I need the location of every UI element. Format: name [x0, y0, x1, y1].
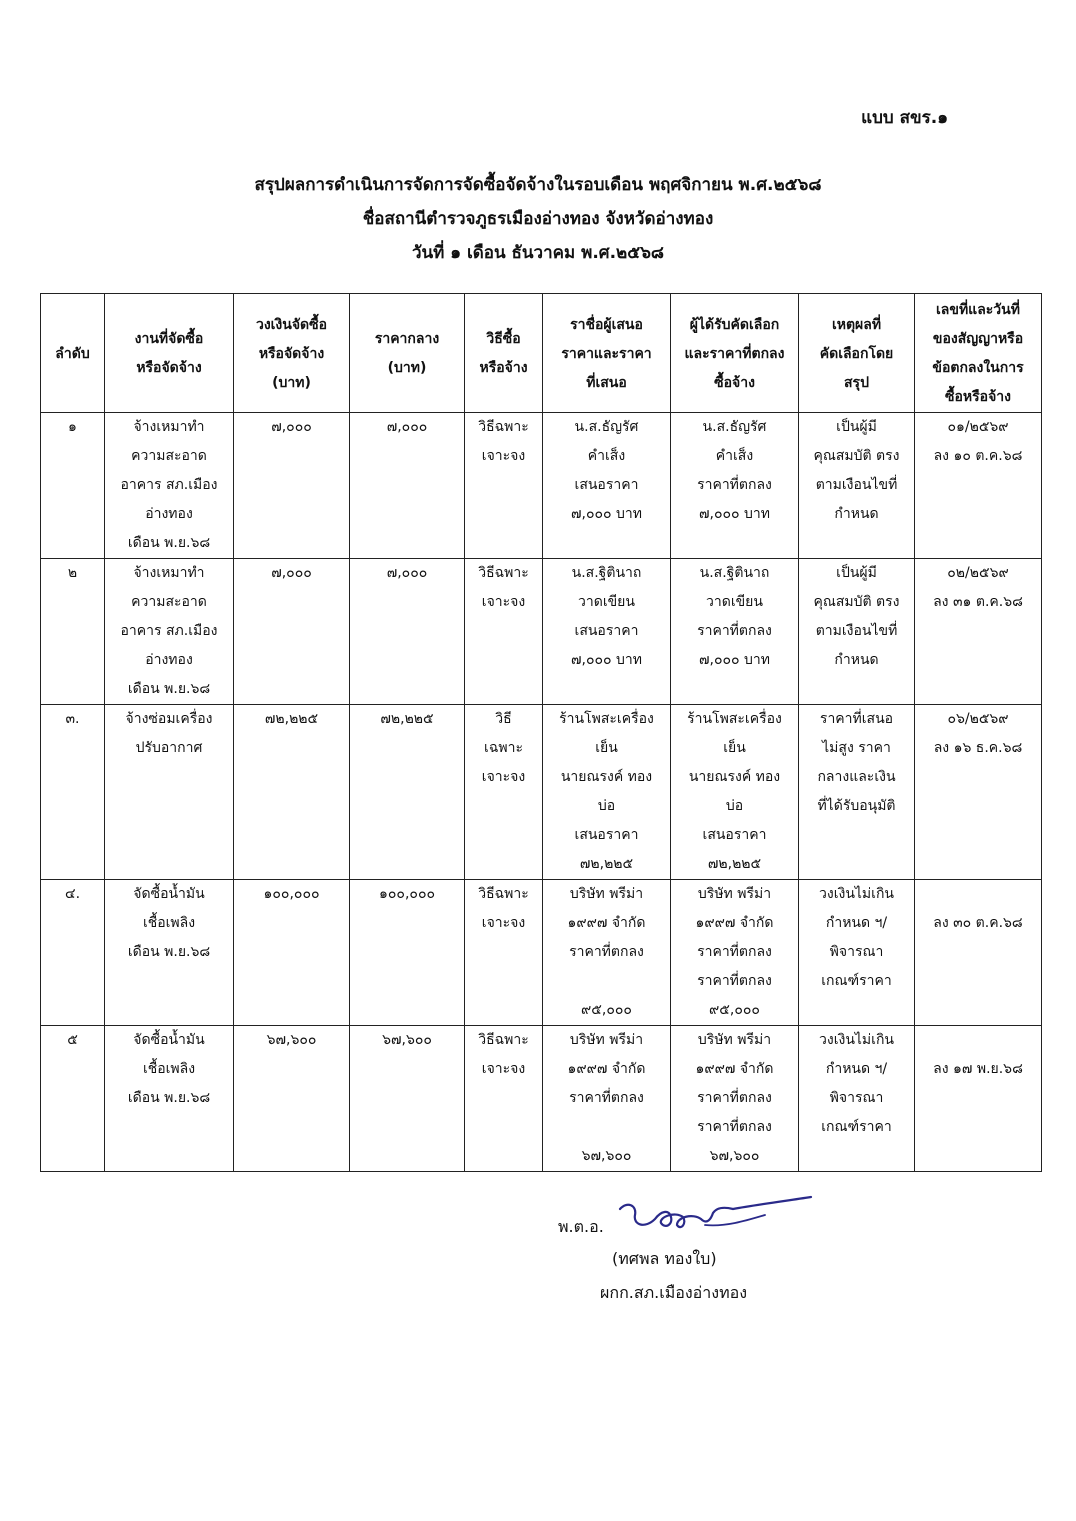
cell-line: ตามเงือนไขที่: [815, 623, 898, 639]
cell-line: ลง ๑๐ ต.ค.๖๘: [933, 448, 1023, 464]
cell-line: ๐๑/๒๕๖๙: [947, 419, 1009, 435]
column-header: [543, 294, 671, 413]
cell-line: ๙๕,๐๐๐: [709, 1002, 760, 1018]
column-header-line: ข้อตกลงในการ: [932, 360, 1024, 376]
cell-line: ๗,๐๐๐: [386, 565, 428, 581]
document-title-block: [0, 168, 1076, 270]
column-header: [234, 294, 350, 413]
cell-line: ราคาที่ตกลง: [697, 623, 772, 639]
row-number-cell: [41, 1026, 105, 1172]
cell-line: วาดเขียน: [578, 594, 635, 610]
cell-line: ๑๙๙๗ จำกัด: [567, 1061, 646, 1077]
bidder-cell: [543, 413, 671, 559]
table-row: [41, 413, 1042, 559]
cell-line: เชื้อเพลิง: [142, 915, 196, 931]
cell-line: ไม่สูง ราคา: [822, 740, 891, 756]
cell-line: กลางและเงิน: [817, 769, 896, 785]
cell-line: เกณฑ์ราคา: [821, 973, 892, 989]
budget-cell: [234, 705, 350, 880]
median-price-cell: [350, 413, 465, 559]
table-row: [41, 559, 1042, 705]
cell-line: ๗,๐๐๐ บาท: [570, 506, 643, 522]
median-price-cell: [350, 559, 465, 705]
procurement-method-cell: [465, 705, 543, 880]
cell-line: ที่ได้รับอนุมัติ: [817, 798, 896, 814]
cell-line: ๑๐๐,๐๐๐: [378, 886, 436, 902]
cell-line: อาคาร สภ.เมือง: [120, 623, 218, 639]
row-number-cell: [41, 413, 105, 559]
cell-line: เย็น: [723, 740, 746, 756]
column-header-line: ราคากลาง: [374, 331, 440, 347]
cell-line: เดือน พ.ย.๖๘: [127, 1090, 211, 1106]
cell-line: ๙๕,๐๐๐: [581, 1002, 632, 1018]
cell-line: บริษัท พรีม่า: [697, 886, 772, 902]
column-header: [915, 294, 1042, 413]
selection-reason-cell: [799, 1026, 915, 1172]
cell-line: ราคาที่ตกลง: [569, 944, 644, 960]
cell-line: ลง ๓๑ ต.ค.๖๘: [933, 594, 1023, 610]
cell-line: บริษัท พรีม่า: [697, 1032, 772, 1048]
column-header-line: คัดเลือกโดย: [819, 345, 894, 362]
work-description-cell: [105, 880, 234, 1026]
column-header-line: ผู้ได้รับคัดเลือก: [689, 316, 780, 333]
cell-line: บ่อ: [725, 798, 744, 814]
cell-line: ๑๐๐,๐๐๐: [263, 886, 320, 902]
row-number-cell: [41, 559, 105, 705]
column-header-line: หรือจ้าง: [479, 360, 528, 376]
cell-line: เชื้อเพลิง: [142, 1061, 196, 1077]
cell-line: ๖๗,๖๐๐: [266, 1032, 317, 1048]
cell-line: กำหนด: [834, 506, 879, 522]
table-header-row: [41, 294, 1042, 413]
cell-line: ๑๙๙๗ จำกัด: [567, 915, 646, 931]
cell-line: ความสะอาด: [131, 594, 207, 610]
cell-line: เจาะจง: [481, 769, 526, 785]
cell-line: ๗,๐๐๐ บาท: [698, 506, 771, 522]
cell-line: จ้างเหมาทำ: [133, 419, 205, 435]
column-header: [350, 294, 465, 413]
cell-line: เป็นผู้มี: [836, 565, 877, 581]
station-name: ชื่อสถานีตำรวจภูธรเมืองอ่างทอง จังหวัดอ่างทอง: [362, 209, 714, 229]
cell-line: ๗๒,๒๒๕: [707, 856, 762, 872]
cell-line: เย็น: [595, 740, 618, 756]
cell-line: คำเส็ง: [715, 448, 754, 464]
cell-line: ๗๒,๒๒๕: [380, 711, 434, 727]
cell-line: จัดซื้อน้ำมัน: [133, 886, 205, 902]
column-header-line: วงเงินจัดซื้อ: [255, 316, 328, 333]
cell-line: พิจารณา: [829, 1090, 884, 1106]
contract-cell: [915, 1026, 1042, 1172]
cell-line: เดือน พ.ย.๖๘: [127, 681, 211, 697]
cell-line: ราคาที่ตกลง: [697, 1090, 772, 1106]
column-header: [465, 294, 543, 413]
table-row: [41, 1026, 1042, 1172]
selection-reason-cell: [799, 705, 915, 880]
form-code: แบบ สขร.๑: [861, 108, 948, 128]
cell-line: ๑: [68, 419, 77, 435]
cell-line: ๗๒,๒๒๕: [264, 711, 319, 727]
cell-line: เจาะจง: [481, 1061, 526, 1077]
column-header-line: ของสัญญาหรือ: [932, 331, 1024, 347]
signer-rank: พ.ต.อ.: [558, 1217, 604, 1236]
cell-line: เดือน พ.ย.๖๘: [127, 535, 211, 551]
cell-line: ลง ๓๐ ต.ค.๖๘: [933, 915, 1023, 931]
median-price-cell: [350, 880, 465, 1026]
cell-line: ๗๒,๒๒๕: [579, 856, 634, 872]
cell-line: [918, 1026, 1038, 1055]
cell-line: คำเส็ง: [587, 448, 626, 464]
cell-line: เจาะจง: [481, 594, 526, 610]
cell-line: ๐๒/๒๕๖๙: [947, 565, 1009, 581]
work-description-cell: [105, 1026, 234, 1172]
contract-cell: [915, 880, 1042, 1026]
cell-line: ๒: [67, 565, 78, 581]
cell-line: จ้างเหมาทำ: [133, 565, 205, 581]
cell-line: เกณฑ์ราคา: [821, 1119, 892, 1135]
cell-line: เป็นผู้มี: [836, 419, 877, 435]
cell-line: บ่อ: [597, 798, 616, 814]
cell-line: [546, 967, 667, 996]
cell-line: ราคาที่เสนอ: [819, 711, 894, 727]
cell-line: ๔.: [64, 886, 81, 902]
cell-line: ๓.: [65, 711, 80, 727]
cell-line: จัดซื้อน้ำมัน: [133, 1032, 205, 1048]
cell-line: นายณรงค์ ทอง: [688, 769, 781, 785]
cell-line: อาคาร สภ.เมือง: [120, 477, 218, 493]
cell-line: อ่างทอง: [145, 652, 193, 668]
cell-line: ลง ๑๖ ธ.ค.๖๘: [933, 740, 1023, 756]
contract-cell: [915, 705, 1042, 880]
row-number-cell: [41, 705, 105, 880]
cell-line: ๗,๐๐๐ บาท: [570, 652, 643, 668]
cell-line: วาดเขียน: [706, 594, 763, 610]
cell-line: วงเงินไม่เกิน: [819, 886, 894, 902]
cell-line: เฉพาะ: [484, 740, 523, 756]
column-header: [105, 294, 234, 413]
signer-position: ผกก.สภ.เมืองอ่างทอง: [600, 1283, 748, 1302]
cell-line: บริษัท พรีม่า: [569, 1032, 644, 1048]
cell-line: เสนอราคา: [574, 827, 639, 843]
median-price-cell: [350, 1026, 465, 1172]
signer-name: (ทศพล ทองใบ): [612, 1249, 717, 1268]
selected-vendor-cell: [671, 559, 799, 705]
column-header-line: หรือจัดจ้าง: [258, 345, 325, 362]
cell-line: กำหนด ฯ/: [825, 1061, 888, 1077]
cell-line: จ้างซ่อมเครื่อง: [125, 711, 213, 727]
cell-line: ราคาที่ตกลง: [697, 477, 772, 493]
budget-cell: [234, 559, 350, 705]
cell-line: ร้านโพสะเครื่อง: [559, 711, 654, 727]
cell-line: ตามเงือนไขที่: [815, 477, 898, 493]
cell-line: ๗,๐๐๐: [271, 565, 312, 581]
column-header-line: ซื้อจ้าง: [714, 374, 755, 391]
selection-reason-cell: [799, 413, 915, 559]
cell-line: ร้านโพสะเครื่อง: [687, 711, 782, 727]
cell-line: วิธีฉพาะ: [478, 565, 529, 581]
median-price-cell: [350, 705, 465, 880]
work-description-cell: [105, 413, 234, 559]
cell-line: ราคาที่ตกลง: [697, 944, 772, 960]
table-row: [41, 705, 1042, 880]
cell-line: [918, 880, 1038, 909]
cell-line: บริษัท พรีม่า: [569, 886, 644, 902]
cell-line: ๖๗,๖๐๐: [581, 1148, 632, 1164]
cell-line: ๖๗,๖๐๐: [709, 1148, 760, 1164]
cell-line: ๑๙๙๗ จำกัด: [695, 1061, 774, 1077]
cell-line: [546, 1113, 667, 1142]
budget-cell: [234, 880, 350, 1026]
selected-vendor-cell: [671, 705, 799, 880]
report-date: วันที่ ๑ เดือน ธันวาคม พ.ศ.๒๕๖๘: [411, 243, 665, 263]
cell-line: ความสะอาด: [131, 448, 207, 464]
bidder-cell: [543, 1026, 671, 1172]
column-header: [41, 294, 105, 413]
column-header-line: งานที่จัดซื้อ: [134, 331, 204, 347]
selected-vendor-cell: [671, 1026, 799, 1172]
cell-line: ลง ๑๗ พ.ย.๖๘: [933, 1061, 1023, 1077]
cell-line: ๑๙๙๗ จำกัด: [695, 915, 774, 931]
cell-line: ๗,๐๐๐ บาท: [698, 652, 771, 668]
cell-line: คุณสมบัติ ตรง: [813, 594, 900, 610]
cell-line: วิธีฉพาะ: [478, 886, 529, 902]
cell-line: เสนอราคา: [574, 623, 639, 639]
column-header-line: ราชื่อผู้เสนอ: [570, 316, 643, 333]
cell-line: ๖๗,๖๐๐: [382, 1032, 432, 1048]
column-header-line: เลขที่และวันที่: [936, 302, 1020, 318]
cell-line: กำหนด ฯ/: [825, 915, 888, 931]
selection-reason-cell: [799, 880, 915, 1026]
cell-line: น.ส.ธัญรัศ: [702, 419, 767, 435]
cell-line: วิธีฉพาะ: [478, 1032, 529, 1048]
bidder-cell: [543, 705, 671, 880]
cell-line: ราคาที่ตกลง: [697, 973, 772, 989]
procurement-method-cell: [465, 559, 543, 705]
cell-line: น.ส.ธัญรัศ: [574, 419, 639, 435]
procurement-method-cell: [465, 413, 543, 559]
column-header-line: (บาท): [387, 360, 427, 376]
selected-vendor-cell: [671, 880, 799, 1026]
cell-line: เจาะจง: [481, 448, 526, 464]
contract-cell: [915, 559, 1042, 705]
column-header-line: หรือจัดจ้าง: [136, 360, 202, 376]
column-header-line: และราคาที่ตกลง: [684, 345, 785, 362]
cell-line: น.ส.ฐิตินาถ: [571, 565, 642, 581]
cell-line: ราคาที่ตกลง: [697, 1119, 772, 1135]
budget-cell: [234, 1026, 350, 1172]
signature-block: [530, 1195, 850, 1315]
cell-line: นายณรงค์ ทอง: [560, 769, 653, 785]
column-header-line: ลำดับ: [55, 345, 90, 362]
column-header-line: (บาท): [272, 374, 311, 391]
selected-vendor-cell: [671, 413, 799, 559]
cell-line: เดือน พ.ย.๖๘: [127, 944, 211, 960]
column-header: [799, 294, 915, 413]
column-header-line: วิธีซื้อ: [486, 331, 521, 347]
row-number-cell: [41, 880, 105, 1026]
work-description-cell: [105, 705, 234, 880]
cell-line: เสนอราคา: [574, 477, 639, 493]
cell-line: วิธี: [495, 711, 512, 727]
table-body: [41, 413, 1042, 1172]
selection-reason-cell: [799, 559, 915, 705]
cell-line: ราคาที่ตกลง: [569, 1090, 644, 1106]
cell-line: เจาะจง: [481, 915, 526, 931]
cell-line: ๐๖/๒๕๖๙: [947, 711, 1009, 727]
bidder-cell: [543, 559, 671, 705]
cell-line: พิจารณา: [829, 944, 884, 960]
cell-line: อ่างทอง: [145, 506, 193, 522]
budget-cell: [234, 413, 350, 559]
table-row: [41, 880, 1042, 1026]
contract-cell: [915, 413, 1042, 559]
column-header: [671, 294, 799, 413]
cell-line: ปรับอากาศ: [135, 740, 203, 756]
procurement-method-cell: [465, 1026, 543, 1172]
procurement-table: [40, 293, 1042, 1172]
cell-line: เสนอราคา: [702, 827, 767, 843]
cell-line: คุณสมบัติ ตรง: [813, 448, 900, 464]
cell-line: ๗,๐๐๐: [386, 419, 428, 435]
procurement-method-cell: [465, 880, 543, 1026]
work-description-cell: [105, 559, 234, 705]
column-header-line: สรุป: [844, 374, 869, 391]
column-header-line: ราคาและราคา: [561, 345, 652, 362]
cell-line: ๗,๐๐๐: [271, 419, 312, 435]
handwritten-signature: [615, 1195, 815, 1239]
cell-line: วิธีฉพาะ: [478, 419, 529, 435]
cell-line: กำหนด: [834, 652, 879, 668]
cell-line: ๕: [67, 1032, 78, 1048]
bidder-cell: [543, 880, 671, 1026]
column-header-line: เหตุผลที่: [831, 316, 882, 333]
document-title: สรุปผลการดำเนินการจัดการจัดซื้อจัดจ้างในรอบเดือน พฤศจิกายน พ.ศ.๒๕๖๘: [254, 175, 822, 195]
cell-line: วงเงินไม่เกิน: [819, 1032, 894, 1048]
column-header-line: ซื้อหรือจ้าง: [945, 389, 1011, 405]
cell-line: น.ส.ฐิตินาถ: [699, 565, 770, 581]
column-header-line: ที่เสนอ: [586, 374, 627, 391]
